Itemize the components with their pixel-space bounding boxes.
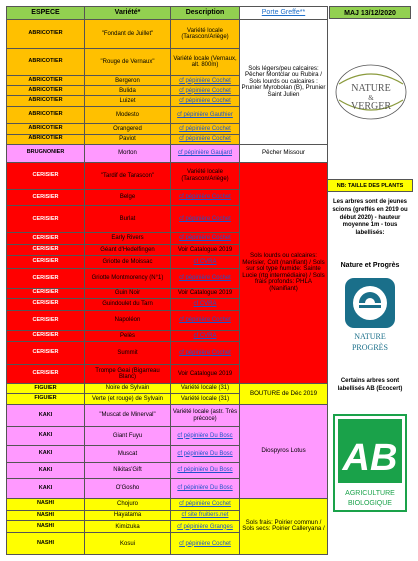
cell-porte-greffe-figuier: BOUTURE de Déc 2019 <box>240 383 328 404</box>
cell-variete: Verte (et rouge) de Sylvain <box>85 394 171 405</box>
cell-variete: Nikitas'Gift <box>85 462 171 479</box>
cell-espece: CERISIER <box>7 244 85 255</box>
cell-description[interactable]: cf pépinière Gauthier <box>171 106 240 124</box>
cell-description[interactable]: cf pépinière Du Bosc <box>171 479 240 498</box>
cell-espece: NASHI <box>7 510 85 520</box>
cell-espece: CERISIER <box>7 310 85 330</box>
cell-description[interactable]: cf CVRA <box>171 255 240 268</box>
price-sheet <box>6 6 413 555</box>
cell-espece: BRUGNONIER <box>7 144 85 162</box>
taille-text: Les arbres sont de jeunes scions (greffés en 2019 ou début 2020) - hauteur moyenne 1m - tous labellisés: <box>332 199 408 237</box>
cell-espece: KAKI <box>7 479 85 498</box>
variety-table <box>6 6 328 555</box>
cell-variete: Guin Noir <box>85 288 171 298</box>
cell-espece: KAKI <box>7 462 85 479</box>
nb-banner: NB: TAILLE DES PLANTS <box>327 179 413 192</box>
cell-description[interactable]: cf pépinière Cochet <box>171 498 240 510</box>
ab-text: Certains arbres sont labellisés AB (Ecocert) <box>337 378 403 392</box>
cell-espece: NASHI <box>7 498 85 510</box>
ab-organic-logo <box>333 414 407 512</box>
cell-variete: "Muscat de Minerval" <box>85 405 171 426</box>
cell-porte-greffe-kaki: Diospyros Lotus <box>240 405 328 498</box>
cell-espece: CERISIER <box>7 189 85 206</box>
cell-porte-greffe-abricotier: Sols légers/peu calcaires: Pêcher Montclar ou Rubira / Sols lourds ou calcaires : Prunier Myrobolan (B), Prunier Saint Julien <box>240 20 328 145</box>
nature-progres-logo <box>339 276 401 356</box>
cell-espece: ABRICOTIER <box>7 124 85 134</box>
cell-variete: Early Rivers <box>85 233 171 244</box>
cell-description[interactable]: cf pépinière Cochet <box>171 342 240 364</box>
nv-amp: & <box>368 94 374 102</box>
cell-variete: Kimizuka <box>85 521 171 533</box>
table-row <box>7 498 328 510</box>
cell-variete: Muscat <box>85 445 171 462</box>
cell-description[interactable]: cf CVRA <box>171 298 240 310</box>
cell-variete: Burlat <box>85 206 171 233</box>
cell-espece: ABRICOTIER <box>7 20 85 49</box>
cell-espece: CERISIER <box>7 233 85 244</box>
ab-big: AB <box>342 437 398 479</box>
cell-variete: Giant Fuyu <box>85 426 171 445</box>
cell-espece: KAKI <box>7 426 85 445</box>
cell-description[interactable]: cf pépinière Cochet <box>171 233 240 244</box>
cell-description[interactable]: cf pépinière Cochet <box>171 96 240 106</box>
cell-espece: CERISIER <box>7 342 85 364</box>
table-row <box>7 383 328 393</box>
cell-description: Variété locale (31) <box>171 383 240 393</box>
side-panel <box>327 6 413 555</box>
cell-description[interactable]: cf pépinière Cochet <box>171 134 240 144</box>
cell-variete: Belge <box>85 189 171 206</box>
header-espece: ESPECE <box>7 7 85 20</box>
cell-variete: Morton <box>85 144 171 162</box>
cell-espece: CERISIER <box>7 206 85 233</box>
cell-espece: ABRICOTIER <box>7 86 85 96</box>
cell-espece: ABRICOTIER <box>7 96 85 106</box>
cell-description[interactable]: cf pépinière Cochet <box>171 206 240 233</box>
cell-variete: Noire de Sylvain <box>85 383 171 393</box>
cell-espece: CERISIER <box>7 162 85 189</box>
cell-variete: Guindoulet du Tarn <box>85 298 171 310</box>
cell-espece: ABRICOTIER <box>7 106 85 124</box>
cell-espece: CERISIER <box>7 298 85 310</box>
cell-description[interactable]: cf CVRA <box>171 331 240 342</box>
cell-description: Variété locale (Tarascon/Ariège) <box>171 20 240 49</box>
cell-variete: Pelès <box>85 331 171 342</box>
cell-variete: Géant d'Hedelfingen <box>85 244 171 255</box>
cell-variete: O'Gosho <box>85 479 171 498</box>
cell-description[interactable]: cf pépinière Du Bosc <box>171 426 240 445</box>
nv-line2: VERGER <box>351 101 391 112</box>
cell-variete: Trompe Geai (Bigarreau Blanc) <box>85 364 171 383</box>
cell-variete: Modesto <box>85 106 171 124</box>
update-date: MAJ 13/12/2020 <box>329 6 411 19</box>
cell-espece: NASHI <box>7 533 85 555</box>
cell-description[interactable]: cf pépinière Cochet <box>171 269 240 288</box>
cell-description: Voir Catalogue 2019 <box>171 244 240 255</box>
np-word1: NATURE <box>354 332 386 341</box>
cell-description[interactable]: cf pépinière Cochet <box>171 310 240 330</box>
cell-variete: Kosui <box>85 533 171 555</box>
cell-description[interactable]: cf pépinière Cochet <box>171 189 240 206</box>
np-word2: PROGRÈS <box>351 343 389 352</box>
cell-porte-greffe-cerisier: Sols lourds ou calcaires: Merisier, Colt (nanifiant) / Sols sur sol type humide: Sainte Lucie (rtg intermédiaire) / Sols frais profonds: PHLA (Nanifiant) <box>240 162 328 383</box>
cell-description[interactable]: cf pépinière Cochet <box>171 76 240 86</box>
table-row <box>7 20 328 49</box>
cell-description[interactable]: cf pépinière Du Bosc <box>171 445 240 462</box>
nature-verger-logo <box>333 62 409 122</box>
cell-description: Variété locale (Tarascon/Ariège) <box>171 162 240 189</box>
cell-description[interactable]: cf pépinière Cochet <box>171 124 240 134</box>
ab-line1: AGRICULTURE <box>345 490 395 497</box>
cell-variete: Paviot <box>85 134 171 144</box>
cell-espece: ABRICOTIER <box>7 49 85 76</box>
cell-variete: Luizet <box>85 96 171 106</box>
cell-description: Voir Catalogue 2019 <box>171 364 240 383</box>
cell-porte-greffe-brugnonier: Pêcher Missour <box>240 144 328 162</box>
table-row <box>7 405 328 426</box>
cell-description[interactable]: cf pépinière Gaujard <box>171 144 240 162</box>
cell-espece: FIGUIER <box>7 383 85 393</box>
cell-espece: KAKI <box>7 405 85 426</box>
cell-variete: "Fondant de Juillet" <box>85 20 171 49</box>
table-row <box>7 144 328 162</box>
cell-description[interactable]: cf site fruitiers.net <box>171 510 240 520</box>
cell-variete: "Tardif de Tarascon" <box>85 162 171 189</box>
table-row <box>7 162 328 189</box>
nv-line1: NATURE <box>351 83 391 94</box>
cell-description: Variété locale (Vernaux, alt. 800m) <box>171 49 240 76</box>
cell-description[interactable]: cf pépinière Granges <box>171 521 240 533</box>
cell-description: Variété locale (31) <box>171 394 240 405</box>
header-variete: Variété* <box>85 7 171 20</box>
ab-line2: BIOLOGIQUE <box>348 500 392 507</box>
np-title: Nature et Progrès <box>340 262 400 269</box>
cell-variete: Orangered <box>85 124 171 134</box>
cell-espece: NASHI <box>7 521 85 533</box>
cell-variete: Hayatama <box>85 510 171 520</box>
cell-espece: KAKI <box>7 445 85 462</box>
cell-espece: CERISIER <box>7 269 85 288</box>
cell-espece: FIGUIER <box>7 394 85 405</box>
header-description: Description <box>171 7 240 20</box>
cell-variete: Summit <box>85 342 171 364</box>
cell-description: Variété locale (astr. Très précoce) <box>171 405 240 426</box>
cell-espece: CERISIER <box>7 331 85 342</box>
header-porte-greffe-link[interactable]: Porte Greffe** <box>240 7 328 20</box>
cell-espece: CERISIER <box>7 255 85 268</box>
cell-description[interactable]: cf pépinière Du Bosc <box>171 462 240 479</box>
cell-espece: ABRICOTIER <box>7 76 85 86</box>
cell-variete: Chojuro <box>85 498 171 510</box>
cell-espece: ABRICOTIER <box>7 134 85 144</box>
cell-espece: CERISIER <box>7 364 85 383</box>
cell-description[interactable]: cf pépinière Cochet <box>171 533 240 555</box>
cell-porte-greffe-nashi: Sols frais: Poirier commun / Sols secs: Poirier Calleryana / <box>240 498 328 554</box>
cell-description: Voir Catalogue 2019 <box>171 288 240 298</box>
cell-variete: Griotte de Moissac <box>85 255 171 268</box>
cell-variete: Griotte Montmorency (N°1) <box>85 269 171 288</box>
cell-variete: Bergeron <box>85 76 171 86</box>
cell-variete: Bulida <box>85 86 171 96</box>
cell-variete: Napoléon <box>85 310 171 330</box>
header-row <box>7 7 328 20</box>
cell-espece: CERISIER <box>7 288 85 298</box>
cell-variete: "Rouge de Vernaux" <box>85 49 171 76</box>
cell-description[interactable]: cf pépinière Cochet <box>171 86 240 96</box>
